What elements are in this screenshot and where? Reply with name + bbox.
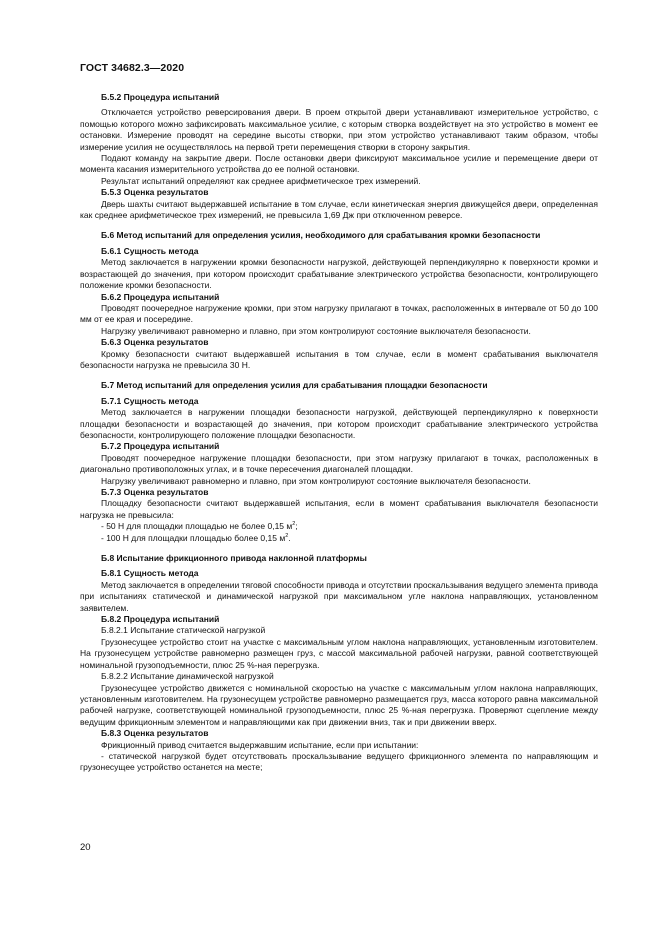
paragraph: Подают команду на закрытие двери. После остановки двери фиксируют максимальное усилие и перемещение двери от момента касания измерительного устройства до ее полной остановки. — [80, 153, 598, 175]
list-item — [80, 521, 598, 532]
heading-b62: Б.6.2 Процедура испытаний — [101, 291, 220, 302]
paragraph: Отключается устройство реверсирования двери. В проем открытой двери устанавливают измерительное устройство, с помощью которого можно зафиксировать максимальное усилие, с которым створка воздействует на это устройство в момент ее остановки. Измерение проводят на середине высоты створки, при этом устройство устанавливают таким образом, чтобы измерение усилия не осуществлялось на первой трети перемещения створки в сторону закрытия. — [80, 107, 598, 152]
paragraph: Грузонесущее устройство движется с номинальной скоростью на участке с максимальным углом наклона направляющих, установленным изготовителем. На грузонесущем устройстве равномерно размещается груз, масса которого равна максимальной рабочей нагрузке, соответствующей номинальной грузоподъемности, плюс 25 %-ная перегрузка. Проверяют сцепление между ведущим фрикционным элементом и направляющими как при движении вниз, так и при движении вверх. — [80, 682, 598, 727]
superscript: 2 — [292, 521, 296, 528]
subclause-label: Б.8.2.1 Испытание статической нагрузкой — [101, 625, 266, 636]
paragraph: Площадку безопасности считают выдержавшей испытания, если в момент срабатывания выключателя безопасности нагрузка не превысила: — [80, 498, 598, 520]
paragraph: Проводят поочередное нагружение кромки, при этом нагрузку прилагают в точках, расположенных в интервале от 50 до 100 мм от ее края и посередине. — [80, 302, 598, 325]
paragraph: Фрикционный привод считается выдержавшим испытание, если при испытании: — [101, 739, 419, 750]
list-item-text: - 100 Н для площадки площадью более 0,15 м — [101, 532, 286, 543]
heading-b73: Б.7.3 Оценка результатов — [101, 487, 209, 497]
list-item: - статической нагрузкой будет отсутствовать проскальзывание ведущего фрикционного элемента по направляющим и грузонесущее устройство останется на месте; — [80, 750, 598, 773]
list-item — [80, 533, 598, 544]
heading-b63: Б.6.3 Оценка результатов — [101, 337, 209, 348]
page-header-standard-number: ГОСТ 34682.3—2020 — [80, 62, 185, 74]
paragraph: Метод заключается в нагружении кромки безопасности нагрузкой, действующей перпендикулярно к поверхности кромки и возрастающей до значения, при котором происходит срабатывание электрического устройства безопасности, контролирующего положение кромки безопасности. — [80, 257, 598, 291]
list-item-end: . — [288, 532, 291, 543]
paragraph: Метод заключается в нагружении площадки безопасности нагрузкой, действующей перпендикулярно к поверхности площадки безопасности и возрастающей до значения, при котором происходит срабатывание электрического устройства безопасности, контролирующего положение площадки безопасности. — [80, 407, 598, 440]
heading-b53: Б.5.3 Оценка результатов — [101, 187, 209, 198]
heading-b71: Б.7.1 Сущность метода — [101, 395, 199, 406]
list-item-text: - 50 Н для площадки площадью не более 0,15 м — [101, 521, 293, 532]
list-item-end: ; — [295, 521, 298, 532]
paragraph: Нагрузку увеличивают равномерно и плавно, при этом контролируют состояние выключателя безопасности. — [101, 475, 531, 486]
paragraph: Грузонесущее устройство стоит на участке с максимальным углом наклона направляющих, установленным изготовителем. На грузонесущем устройстве равномерно размещен груз, с массой максимальной рабочей нагрузки, равной соответствующей номинальной грузоподъемности, плюс 25 %-ная перегрузка. — [80, 636, 598, 670]
paragraph: Метод заключается в определении тяговой способности привода и отсутствии проскальзывания ведущего элемента привода при испытаниях статической и динамической нагрузкой при максимальном угле наклона направляющих, установленном заявителем. — [80, 579, 598, 613]
superscript: 2 — [285, 532, 289, 539]
page-body — [80, 92, 598, 774]
heading-b82: Б.8.2 Процедура испытаний — [101, 614, 220, 625]
paragraph: Нагрузку увеличивают равномерно и плавно, при этом контролируют состояние выключателя безопасности. — [101, 325, 531, 336]
subclause-label: Б.8.2.2 Испытание динамической нагрузкой — [101, 671, 274, 682]
heading-b81: Б.8.1 Сущность метода — [101, 568, 199, 579]
heading-b7: Б.7 Метод испытаний для определения усилия для срабатывания площадки безопасности — [101, 380, 488, 391]
heading-b61: Б.6.1 Сущность метода — [101, 245, 199, 256]
paragraph: Дверь шахты считают выдержавшей испытание в том случае, если кинетическая энергия движущейся двери, определенная как среднее арифметическое трех измерений, не превысила 1,69 Дж при отключенном реверсе. — [80, 198, 598, 221]
paragraph: Проводят поочередное нагружение площадки безопасности, при этом нагрузку прилагают в точках, расположенных в диагонально противоположных углах, и в точке пересечения диагоналей площадки. — [80, 452, 598, 475]
page-number: 20 — [80, 842, 91, 853]
heading-b8: Б.8 Испытание фрикционного привода наклонной платформы — [101, 553, 367, 564]
heading-b72: Б.7.2 Процедура испытаний — [101, 441, 220, 452]
heading-b52: Б.5.2 Процедура испытаний — [101, 92, 220, 102]
paragraph: Результат испытаний определяют как среднее арифметическое трех измерений. — [101, 175, 421, 186]
heading-b83: Б.8.3 Оценка результатов — [101, 728, 209, 739]
heading-b6: Б.6 Метод испытаний для определения усилия, необходимого для срабатывания кромки безопасности — [101, 230, 541, 241]
paragraph: Кромку безопасности считают выдержавшей испытания в том случае, если в момент срабатывания выключателя безопасности нагрузка не превысила 30 Н. — [80, 348, 598, 370]
